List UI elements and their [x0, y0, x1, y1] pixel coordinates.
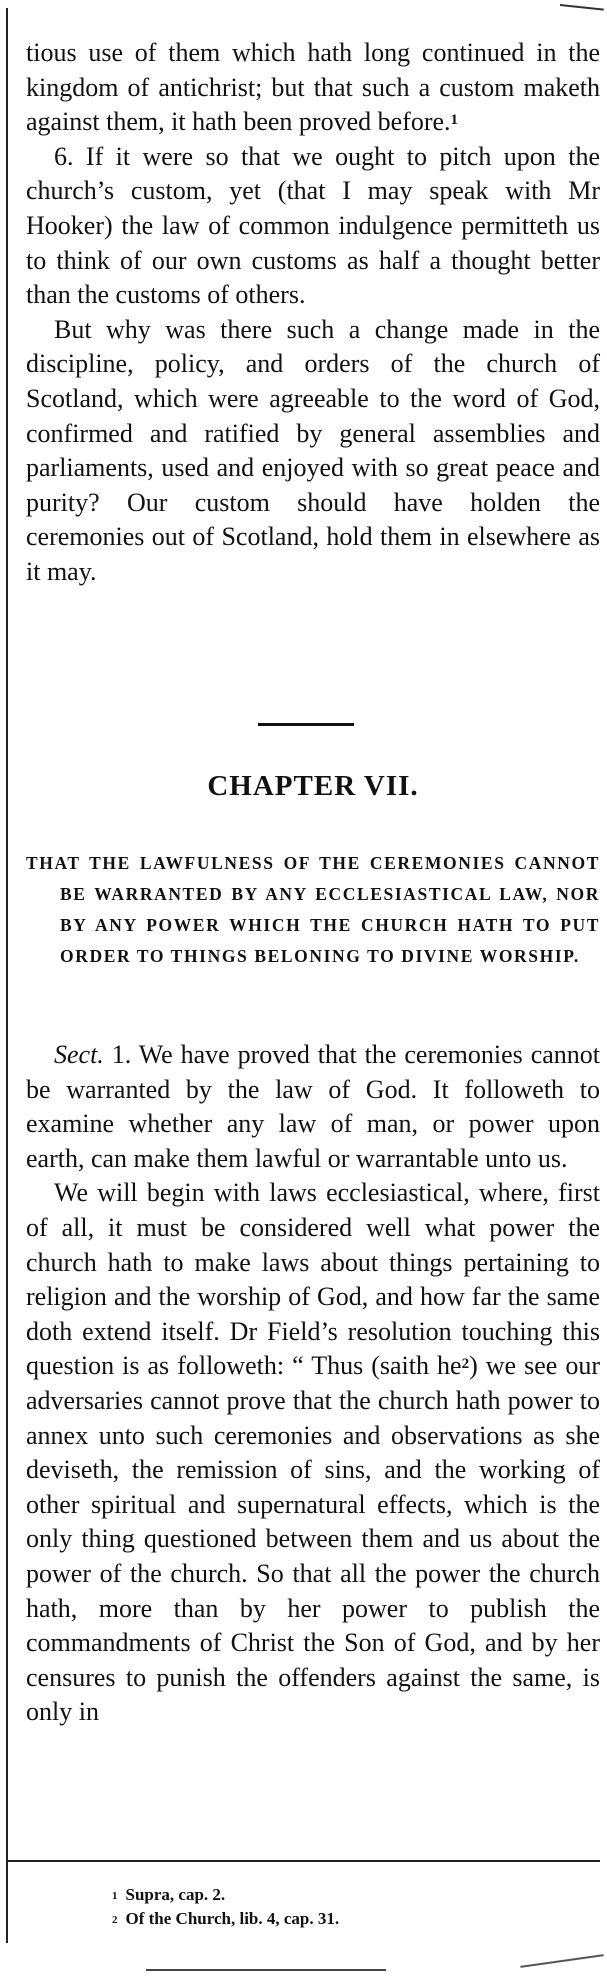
section-1-paragraph — [26, 1038, 600, 1176]
left-margin-rule — [6, 8, 8, 1943]
continued-text — [26, 36, 600, 590]
section-divider — [258, 723, 354, 726]
footnote-text: Of the Church, lib. 4, cap. 31. — [125, 1909, 340, 1928]
paragraph-6: 6. If it were so that we ought to pitch upon the church’s custom, yet (that I may speak with Mr Hooker) the law of common indulgence permitteth us to think of our own customs as half a thought better than the customs of others. — [26, 141, 600, 310]
sect-label: Sect. — [54, 1040, 104, 1069]
footnote-ref-1: 1 — [450, 112, 459, 129]
footnotes — [112, 1883, 339, 1931]
footnote-ref-2: 2 — [461, 1356, 470, 1373]
paragraph-continued — [26, 36, 600, 140]
footnote-1 — [112, 1883, 339, 1907]
section-1-text: 1. We have proved that the ceremonies cannot be warranted by the law of God. It followeth to examine whether any law of man, or power upon earth, can make them lawful or warrantable unto us. — [26, 1040, 600, 1173]
laws-ecclesiastical-paragraph — [26, 1176, 600, 1730]
chapter-subtitle: THAT THE LAWFULNESS OF THE CEREMONIES CANNOT BE WARRANTED BY ANY ECCLESIASTICAL LAW, NOR BY ANY POWER WHICH THE CHURCH HATH TO PUT ORDER TO THINGS BELONING TO DIVINE WORSHIP. — [26, 853, 600, 966]
footnote-mark: 1 — [112, 1890, 118, 1902]
paragraph-scotland: But why was there such a change made in the discipline, policy, and orders of the church of Scotland, which were agreeable to the word of God, confirmed and ratified by general assemblies and parliaments, used and enjoyed with so great peace and purity? Our custom should have holden the ceremonies out of Scotland, hold them in elsewhere as it may. — [26, 314, 600, 586]
footnote-rule — [8, 1860, 600, 1862]
top-corner-rule — [560, 4, 604, 11]
bottom-scan-rule — [146, 1969, 386, 1971]
footnote-2 — [112, 1907, 339, 1931]
chapter-body — [26, 1038, 600, 1730]
paragraph-2-text-a: We will begin with laws ecclesiastical, where, first of all, it must be considered well what power the church hath to make laws about things pertaining to religion and the worship of God, and how far the same doth extend itself. Dr Field’s resolution touching this question is as followeth: “ Thus (saith he — [26, 1178, 600, 1381]
bottom-corner-rule — [520, 1954, 603, 1968]
paragraph-continued-text: tious use of them which hath long continued in the kingdom of antichrist; but that such a custom maketh against them, it hath been proved before. — [26, 38, 600, 137]
chapter-title: CHAPTER VII. — [207, 770, 419, 802]
footnote-text: Supra, cap. 2. — [125, 1885, 226, 1904]
footnote-mark: 2 — [112, 1914, 118, 1926]
paragraph-2-text-b: ) we see our adversaries cannot prove that the church hath power to annex unto such ceremonies and observations as she deviseth, the remission of sins, and the working of other spiritual and supernatural effects, which is the only thing questioned between them and us about the power of the church. So that all the power the church hath, more than by her power to publish the commandments of Christ the Son of God, and by her censures to punish the offenders against the same, is only in — [26, 1351, 600, 1727]
